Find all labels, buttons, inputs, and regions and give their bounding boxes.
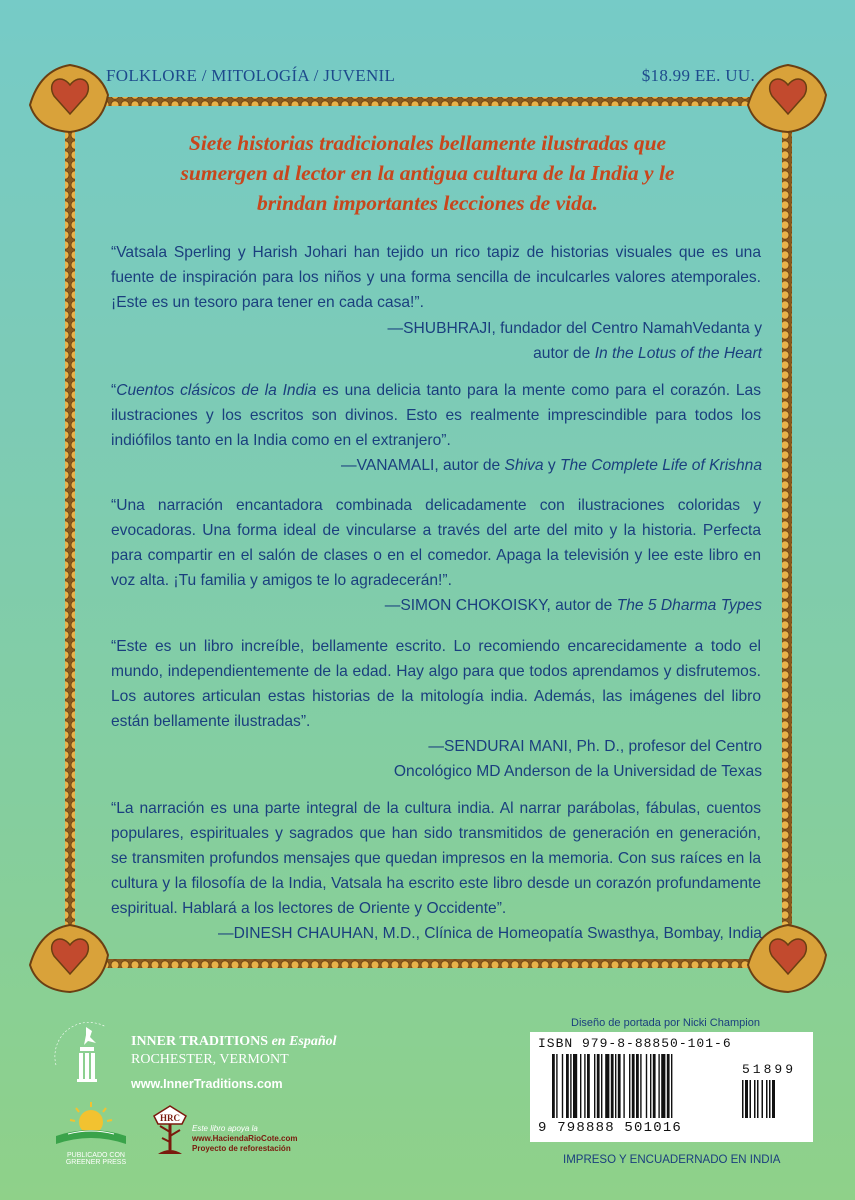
barcode-bar [653,1054,656,1118]
price-barcode-bar [754,1080,756,1118]
tagline-line: Siete historias tradicionales bellamente ilustradas que [188,131,667,155]
review-quote [111,493,761,593]
attribution-line: —SHUBHRAJI, fundador del Centro NamahVedanta y [387,320,762,337]
barcode-bar [570,1054,571,1118]
publisher-name [131,1034,337,1050]
price-barcode-bar [742,1080,744,1118]
barcode-bar [615,1054,616,1118]
price-barcode-bar [757,1080,759,1118]
barcode-bar [573,1054,577,1118]
tagline-line: sumergen al lector en la antigua cultura de la India y le [180,161,675,185]
tagline [115,128,740,218]
hrc-line: Este libro apoya la [192,1124,258,1133]
barcode-bar [566,1054,569,1118]
barcode-bar [552,1054,555,1118]
barcode-bar [636,1054,639,1118]
greener-press-logo [48,1100,134,1155]
price-barcode-bar [772,1080,775,1118]
review-quote [111,796,761,921]
barcode-bar [611,1054,614,1118]
attribution-prefix: —SIMON CHOKOISKY, autor de [384,597,617,614]
book-title: The Complete Life of Krishna [560,457,762,474]
price-barcode-bar [750,1080,752,1118]
attribution-line: Oncológico MD Anderson de la Universidad de Texas [393,763,762,780]
publisher-name-main: INNER TRADITIONS [131,1034,272,1049]
price-label: $18.99 EE. UU. [641,66,755,85]
price-code: 51899 [742,1062,797,1077]
barcode-bar [667,1054,670,1118]
attribution-line [385,593,762,618]
book-title: Shiva [504,457,544,474]
quote-body: es una delicia tanto para la mente como para el corazón. Las ilustraciones y los escritos son divinos. Esto es realmente imprescindible para todos los indiófilos tanto en la India como en el extranjero”. [111,382,762,449]
attribution-prefix: —VANAMALI, autor de [341,457,505,474]
barcode-bar [584,1054,585,1118]
review-attribution [394,734,762,784]
corner-ornament-tl [30,65,108,132]
review-attribution [388,316,762,366]
barcode-bar [629,1054,630,1118]
hrc-line: www.HaciendaRioCote.com [192,1134,298,1143]
barcode-bar [597,1054,600,1118]
review-attribution [218,921,762,946]
ean-digits: 9 798888 501016 [538,1120,683,1136]
price-barcode-bar [745,1080,748,1118]
publisher-name-italic: en Español [271,1034,337,1049]
hrc-text [192,1124,298,1154]
greener-press-text: PUBLICADO CON GREENER PRESS [65,1152,127,1166]
barcode-bar [580,1054,581,1118]
barcode-bar [646,1054,647,1118]
book-title: The 5 Dharma Types [616,597,762,614]
review-quote-text: “Este es un libro increíble, bellamente escrito. Lo recomiendo encarecidamente a todo el mundo, independientemente de la edad. Hay algo para que todos aprendamos y disfrutemos. Los autores articulan estas historias de la mitología india. Además, las imágenes del libro están bellamente ilustradas”. [111,638,761,730]
hrc-line: Proyecto de reforestación [192,1144,291,1153]
barcode-bar [618,1054,621,1118]
tagline-line: brindan importantes lecciones de vida. [256,191,598,215]
attribution-line: —DINESH CHAUHAN, M.D., Clínica de Homeopatía Swasthya, Bombay, India [218,925,762,942]
category-label: FOLKLORE / MITOLOGÍA / JUVENIL [106,66,396,85]
publisher-city: ROCHESTER, VERMONT [131,1052,289,1067]
review-quote [111,378,761,453]
publisher-website[interactable]: www.InnerTraditions.com [131,1077,283,1091]
attribution-line: —SENDURAI MANI, Ph. D., profesor del Centro [428,738,762,755]
barcode-bar [587,1054,590,1118]
review-attribution [385,593,762,618]
printed-in-label: IMPRESO Y ENCUADERNADO EN INDIA [563,1154,781,1166]
price-barcode-bar [762,1080,764,1118]
barcode-bar [632,1054,635,1118]
barcode-bar [661,1054,665,1118]
price-barcode-bar [766,1080,768,1118]
review-attribution [341,453,762,478]
hrc-logo-text: HRC [160,1113,180,1123]
price-barcode-bar [769,1080,771,1118]
isbn-barcode [530,1032,813,1142]
inner-traditions-logo [46,1015,126,1095]
review-quote [111,634,761,734]
barcode-bar [556,1054,557,1118]
barcode-bar [623,1054,624,1118]
barcode-bar [594,1054,595,1118]
hacienda-rio-cote-logo [148,1102,192,1162]
barcode-bar [601,1054,602,1118]
barcode-bar [650,1054,651,1118]
barcode-bar [605,1054,609,1118]
attribution-connector: y [543,457,561,474]
attribution-line [388,341,762,366]
attribution-line [341,453,762,478]
barcode-bar [640,1054,641,1118]
attribution-prefix: autor de [533,345,595,362]
corner-ornament-tr [748,65,826,132]
book-title: In the Lotus of the Heart [594,345,762,362]
barcode-bar [671,1054,672,1118]
review-quote-text: “Vatsala Sperling y Harish Johari han tejido un rico tapiz de historias visuales que es una fuente de inspiración para los niños y una forma sencilla de inculcarles valores atemporales. ¡Este es un tesoro para tener en cada casa!”. [111,244,761,311]
review-quote [111,240,761,315]
review-quote-text: “Cuentos clásicos de la India es una delicia tanto para la mente como para el corazón. Las ilustraciones y los escritos son divinos. Esto es realmente imprescindible para todos los indiófilos tanto en la India como en el extranjero”. [111,382,762,449]
corner-ornament-bl [30,925,108,992]
barcode-bar [658,1054,659,1118]
review-quote-text: “Una narración encantadora combinada delicadamente con ilustraciones coloridas y evocadoras. Una forma ideal de vincularse a través del arte del mito y la historia. Perfecta para compartir en el salón de clases o en el comedor. Apaga la televisión y lee este libro en voz alta. ¡Tu familia y amigos te lo agradecerán!”. [111,497,761,589]
barcode-bar [562,1054,563,1118]
cover-design-credit: Diseño de portada por Nicki Champion [571,1017,760,1029]
review-quote-text: “La narración es una parte integral de la cultura india. Al narrar parábolas, fábulas, cuentos populares, espirituales y sagrados que han sido transmitidos de generación en generación, se transmiten profundos mensajes que quedan impresos en la memoria. Con sus raíces en la cultura y la filosofía de la India, Vatsala ha escrito este libro desde un corazón profundamente espiritual. Hablará a los lectores de Oriente y Occidente”. [111,800,761,917]
book-title: Cuentos clásicos de la India [116,382,317,399]
isbn-label: ISBN 979-8-88850-101-6 [538,1036,732,1051]
